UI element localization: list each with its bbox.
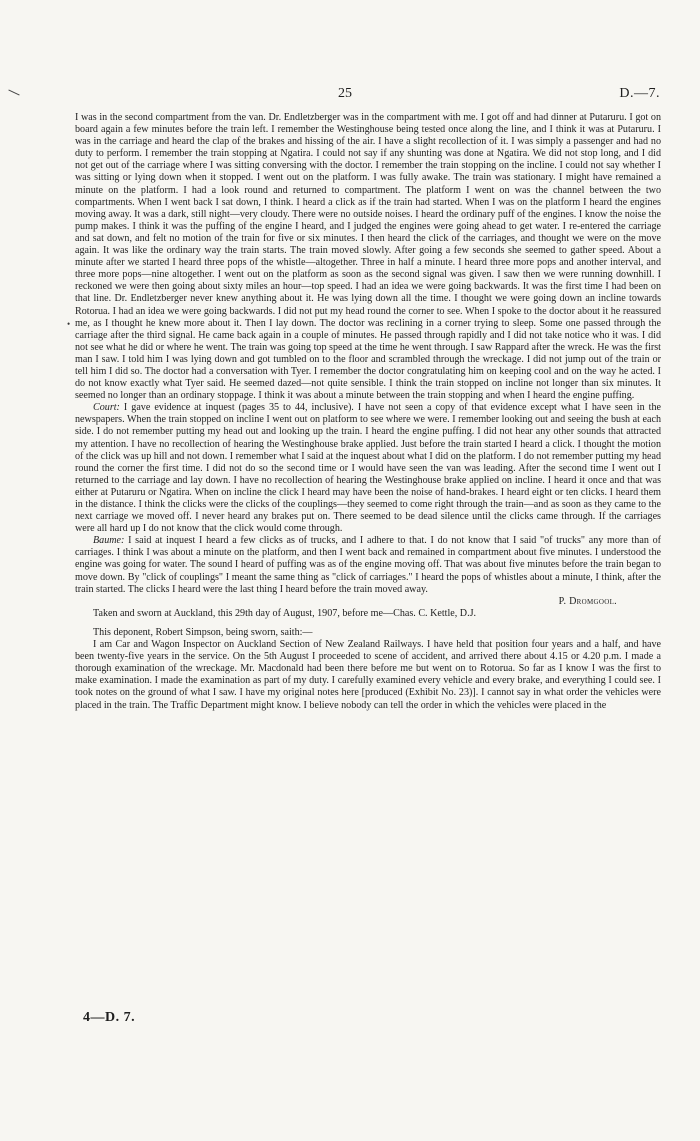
page-number: 25 <box>338 86 352 101</box>
testimony-body <box>75 112 661 712</box>
page-header <box>0 86 700 104</box>
paragraph-baume-text: I said at inquest I heard a few clicks as of trucks, and I adhere to that. I do not know that I said "of trucks" any more than of carriages. I think I was about a minute on the platform, and then I went back and remained in compartment about five minutes. I understood the engine was going for water. The sound I heard of puffing was as of the engine moving off. That was about five minutes before the train began to move down. By "click of couplings" I meant the same thing as "click of carriages." I heard the pops of whistles about a minute, I think, after the train started. The clicks I heard were the last thing I heard before the train moved away. <box>75 535 661 595</box>
examiner-label-court: Court: <box>93 402 120 414</box>
sworn-statement: Taken and sworn at Auckland, this 29th day of August, 1907, before me—Chas. C. Kettle, D.J. <box>93 607 477 619</box>
paragraph-dromgool-testimony: I was in the second compartment from the van. Dr. Endletzberger was in the compartment with me. I got off and had dinner at Putaruru. I got on board again a few minutes before the train left. I remember the Westinghouse being tested once along the line, and I think it was at Putaruru. I was in the carriage and heard the clap of the brakes and hissing of the air. I have a slight recollection of it. I was simply a passenger and had no duty to perform. I remember the train stopping at Ngatira. I could not say if any shunting was done at Ngatira. We did not stop long, and I did not get out of the carriage where I was sitting conversing with the doctor. I remember the train stopping on the incline. I could not say whether I was sitting or lying down when it stopped. I went out on the platform. I was fully awake. The train was stationary. I might have remained a minute on the platform. I had a look round and returned to compartment. The platform I went on was the channel between the two compartments. When I went back I sat down, I think. I heard a click as if the train had started. When I was on the platform I heard the engines moving away. It was a dark, still night—very cloudy. There were no outside noises. I heard the ordinary puff of the engines. I know the noise the pump makes. I think it was the puffing of the engine I heard, and I judged the engines were going ahead to get water. I re-entered the carriage and sat down, and felt no motion of the train for five or six minutes. I then heard the click of the carriages, and thought we were on the move again. It was like the ordinary way the train starts. The train moved slowly. After going a few seconds she seemed to gather speed. About a minute after we started I heard three pops of the whistle—altogether. Three in half a minute. I heard three more pops and another interval, and three more pops—nine altogether. I went out on the platform as soon as the second signal was given. I saw then we were running downhill. I reckoned we were then going about sixty miles an hour—top speed. I had an idea we were going backwards. It was the first time I had been on that line. Dr. Endletzberger never knew anything about it. He was lying down all the time. I thought we were going down an incline towards Rotorua. I had an idea we were going backwards. I did not put my head round the corner to see. When I spoke to the doctor about it he reassured me, as I thought he knew more about it. Then I lay down. The doctor was reclining in a corner trying to sleep. Some one passed through the carriage after the third signal. He came back again in a couple of minutes. He passed through rapidly and I did not take notice who it was. I did not see what he did or where he went. The train was going top speed at the time he went through. I saw Rappard after the wreck. He was the first man I saw. I told him I was lying down and got tumbled on to the floor and scrambled through the wreckage. I did not jump out of the train or tell him I did so. The doctor had a conversation with Tyer. I remember the doctor congratulating him on keeping cool and on the way he acted. I do not know exactly what Tyer said. He seemed dazed—not quite sensible. I think the train stopped on incline not longer than six minutes. It seemed no longer than an ordinary stoppage. I think it was about a minute between the train stopping and when I heard the engine puffing. <box>75 112 661 402</box>
margin-bullet-mark: • <box>67 319 71 329</box>
examiner-label-baume: Baume: <box>93 535 125 547</box>
paragraph-court-examination <box>75 402 661 535</box>
paragraph-court-text: I gave evidence at inquest (pages 35 to 44, inclusive). I have not seen a copy of that evidence except what I have seen in the newspapers. When the train stopped on incline I went out on platform to see where we were. I remember looking out and seeing the bush at each side. I do not remember putting my head out and looking up the train. I heard the engine puffing. I did not hear any other sounds that attracted my attention. I have no recollection of hearing the Westinghouse brake applied. Just before the train started I heard a click. I thought the motion of the click was up hill and not down. I remember what I said at the inquest about what I did on the platform. I do not remember putting my head round the corner the first time. I did not do so the second time or I would have seen the van was leading. After the second time I went out I returned to the carriage and lay down. I have no recollection of hearing the Westinghouse brake applied on incline. I heard it once and that was either at Putaruru or Ngatira. When on incline the click I heard may have been the noise of hand-brakes. I heard eight or ten clicks. I heard them in the distance. I think the clicks were the clicks of the couplings—they seemed to come right through the train—and as soon as they came to the next carriage we moved off. I never heard any brakes put on. There seemed to be dead silence until the clicks came through. If the carriages were all hard up I do not know that the click would come through. <box>75 402 661 535</box>
paragraph-baume-examination <box>75 535 661 595</box>
paragraph-simpson-testimony: I am Car and Wagon Inspector on Auckland Section of New Zealand Railways. I have held that position four years and a half, and have been twenty-five years in the service. On the 5th August I proceeded to scene of accident, and arrived there about 4.15 or 4.20 p.m. I made a thorough examination of the wreckage. Mr. Macdonald had been there before me but went on to Rotorua. So far as I know I was the first to make examination. I made the examination as part of my duty. I carefully examined every vehicle and every brake, and everything I could see. I took notes on the ground of what I saw. I have my original notes here [produced (Exhibit No. 23)]. I cannot say in what order the vehicles were placed in the train. The Traffic Department might know. I believe nobody can tell the order in which the vehicles were placed in the <box>75 639 661 711</box>
signature-mark: 4—D. 7. <box>83 1010 136 1025</box>
witness-signature: P. Dromgool. <box>558 595 617 607</box>
deponent-introduction: This deponent, Robert Simpson, being sworn, saith:— <box>93 626 313 638</box>
document-reference: D.—7. <box>619 86 660 101</box>
